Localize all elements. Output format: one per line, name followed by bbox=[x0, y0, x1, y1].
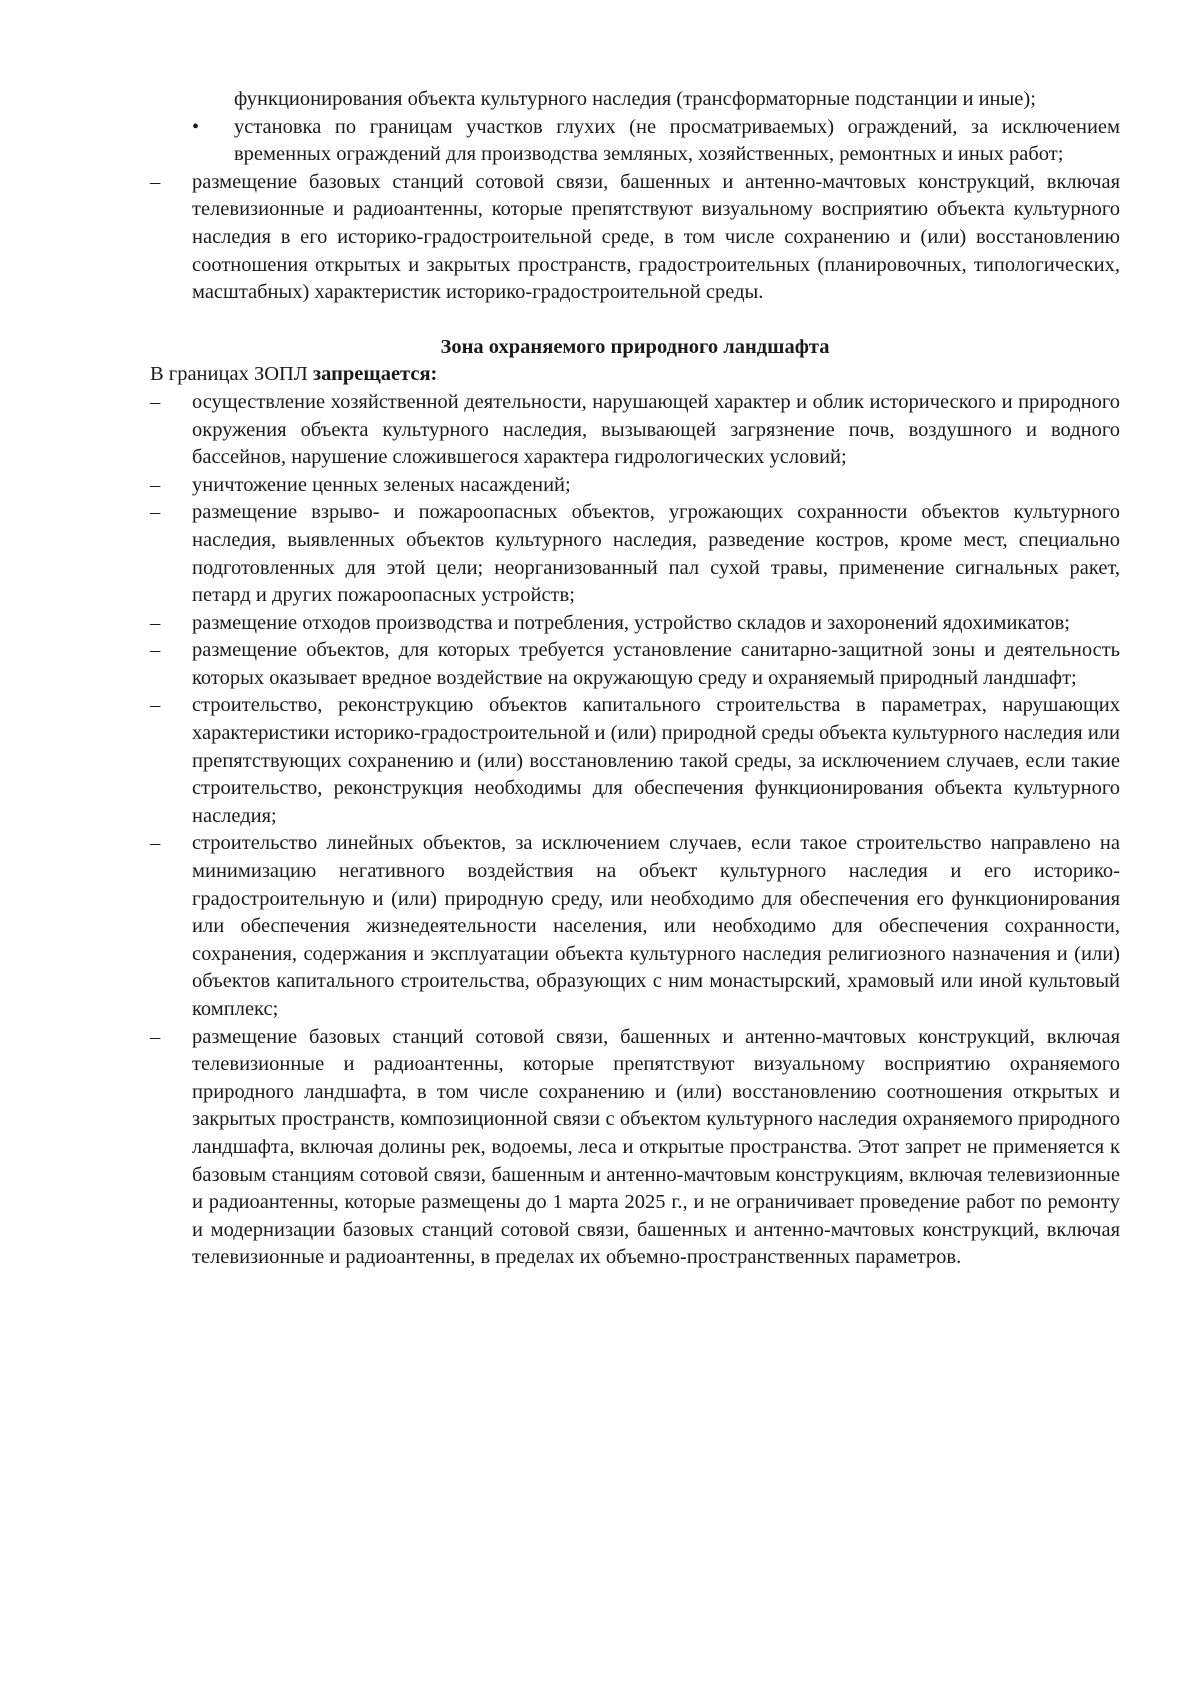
section-heading: Зона охраняемого природного ландшафта bbox=[440, 335, 830, 358]
dash-marker: – bbox=[150, 832, 161, 855]
dash-marker: – bbox=[150, 611, 161, 634]
dash-marker: – bbox=[150, 694, 161, 717]
dash-marker: – bbox=[150, 473, 161, 496]
dash-list-item bbox=[150, 830, 1120, 1023]
dash-list-item bbox=[150, 692, 1120, 830]
dash-marker: – bbox=[150, 170, 161, 193]
bullet-item-text: установка по границам участков глухих (не просматриваемых) ограждений, за исключением временных ограждений для производства земляных, хозяйственных, ремонтных и иных работ; bbox=[234, 115, 1120, 166]
intro-continuation: функционирования объекта культурного наследия (трансформаторные подстанции и иные); bbox=[234, 88, 1036, 110]
dash-marker: – bbox=[150, 639, 161, 662]
dash-list-item bbox=[150, 389, 1120, 472]
dash-marker: – bbox=[150, 1025, 161, 1048]
dash-list-item-text: осуществление хозяйственной деятельности, нарушающей характер и облик исторического и природного окружения объекта культурного наследия, вызывающей загрязнение почв, воздушного и водного бассейнов, нарушение сложившегося характера гидрологических условий; bbox=[192, 390, 1120, 469]
dash-marker: – bbox=[150, 501, 161, 524]
dash-list-item-text: строительство линейных объектов, за исключением случаев, если такое строительство направлено на минимизацию негативного воздействия на объект культурного наследия и его историко-градостроительную и (или) природную среду, или необходимо для обеспечения его функционирования или обеспечения жизнедеятельности населения, или необходимо для обеспечения сохранности, сохранения, содержания и эксплуатации объекта культурного наследия религиозного назначения и (или) объектов капитального строительства, образующих с ним монастырский, храмовый или иной культовый комплекс; bbox=[192, 832, 1120, 1020]
section-lead bbox=[150, 361, 1120, 389]
dash-list-item-text: размещение взрыво- и пожароопасных объектов, угрожающих сохранности объектов культурного наследия, выявленных объектов культурного наследия, разведение костров, кроме мест, специально подготовленных для этой цели; неорганизованный пал сухой травы, применение сигнальных ракет, петард и других пожароопасных устройств; bbox=[192, 501, 1120, 607]
dash-list-item bbox=[150, 169, 1120, 307]
dash-marker: – bbox=[150, 390, 161, 413]
dash-list-item bbox=[150, 637, 1120, 692]
lead-prefix: В границах ЗОПЛ bbox=[150, 363, 313, 386]
dash-list-item bbox=[150, 499, 1120, 609]
dash-list-item-text: уничтожение ценных зеленых насаждений; bbox=[192, 473, 571, 496]
dash-list-item-text: размещение объектов, для которых требуется установление санитарно-защитной зоны и деятельность которых оказывает вредное воздействие на окружающую среду и охраняемый природный ландшафт; bbox=[192, 639, 1120, 689]
dash-list-item bbox=[150, 1024, 1120, 1272]
dash-list-item-text: размещение базовых станций сотовой связи, башенных и антенно-мачтовых конструкций, включая телевизионные и радиоантенны, которые препятствуют визуальному восприятию охраняемого природного ландшафта, в том числе сохранению и (или) восстановлению соотношения открытых и закрытых пространств, композиционной связи с объектом культурного наследия охраняемого природного ландшафта, включая долины рек, водоемы, леса и открытые пространства. Этот запрет не применяется к базовым станциям сотовой связи, башенным и антенно-мачтовым конструкциям, включая телевизионные и радиоантенны, которые размещены до 1 марта 2025 г., и не ограничивает проведение работ по ремонту и модернизации базовых станций сотовой связи, башенных и антенно-мачтовых конструкций, включая телевизионные и радиоантенны, в пределах их объемно-пространственных параметров. bbox=[192, 1025, 1120, 1269]
dash-list-item bbox=[150, 472, 1120, 500]
dash-list-item-text: строительство, реконструкцию объектов капитального строительства в параметрах, нарушающих характеристики историко-градостроительной и (или) природной среды объекта культурного наследия или препятствующих сохранению и (или) восстановлению такой среды, за исключением случаев, если такие строительство, реконструкция необходимы для обеспечения функционирования объекта культурного наследия; bbox=[192, 694, 1120, 827]
bullet-item bbox=[150, 114, 1120, 169]
dash-list-item-text: размещение отходов производства и потребления, устройство складов и захоронений ядохимикатов; bbox=[192, 611, 1070, 634]
dash-list-item-text: размещение базовых станций сотовой связи, башенных и антенно-мачтовых конструкций, включая телевизионные и радиоантенны, которые препятствуют визуальному восприятию объекта культурного наследия в его историко-градостроительной среде, в том числе сохранению и (или) восстановлению соотношения открытых и закрытых пространств, градостроительных (планировочных, типологических, масштабных) характеристик историко-градостроительной среды. bbox=[192, 170, 1120, 304]
dash-list-item bbox=[150, 610, 1120, 638]
bullet-marker: • bbox=[192, 115, 200, 138]
lead-bold: запрещается: bbox=[312, 363, 438, 386]
